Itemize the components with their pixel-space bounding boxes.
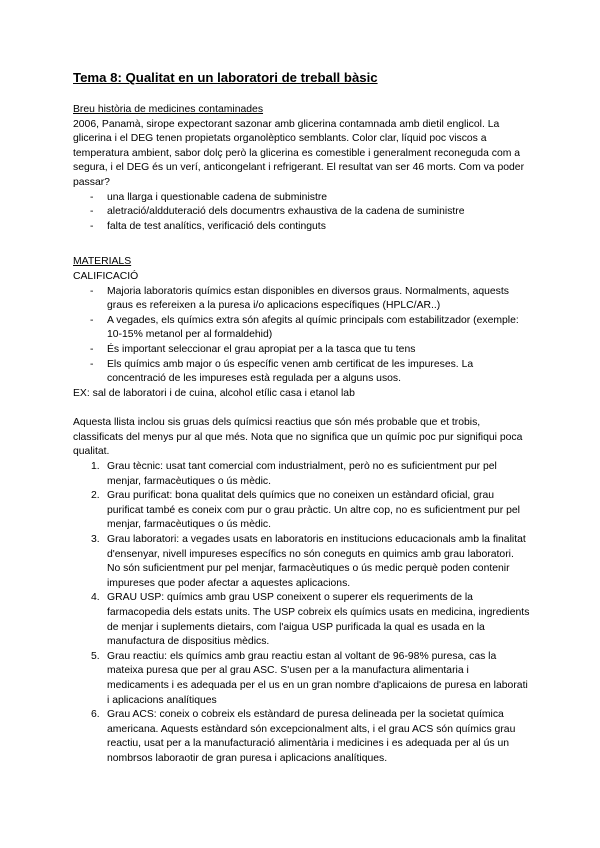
item-number: 2. <box>91 490 100 502</box>
item-number: 4. <box>91 592 100 604</box>
list-item <box>91 650 530 708</box>
grades-section <box>73 416 530 766</box>
item-text: Grau ACS: coneix o cobreix els estàndard de puresa delineada per la societat química americana. Aquests estàndard són excepcionalment alts, i el grau ACS són químics grau reactiu, usat per a la manufacturació alimentària i medicines i es adequada per al ús un nombrsos laboraotir de gran puresa i aplicacions analítiques. <box>107 709 516 764</box>
item-text: Grau tècnic: usat tant comercial com industrialment, però no es suficientment pur pel menjar, farmacèutiques o ús mèdic. <box>107 461 497 487</box>
item-text: GRAU USP: químics amb grau USP coneixent o superer els requeriments de la farmacopedia dels estats units. The USP cobreix els químics usats en medicina, ingredients de menjar i suplements dietairs, com l'aigua USP purificada la qual es usada en la manufactura de dispositius mèdics. <box>107 592 530 648</box>
list-item <box>91 489 530 533</box>
item-text: Grau reactiu: els químics amb grau reactiu estan al voltant de 96-98% puresa, cas la mateixa puresa que per al grau ASC. S'usen per a la manufactura alimentaria i medicaments i es adequada per el us en un gran nombre d'aplicaions de puresa en laborati i aplicacions analítiques <box>107 650 528 706</box>
list-item: - Majoria laboratoris químics estan disponibles en diversos graus. Normalments, aquests graus es refereixen a la puresa i/o aplicacions específiques (HPLC/AR..) <box>90 285 530 314</box>
materials-section <box>73 255 530 401</box>
grades-list <box>73 460 530 766</box>
item-number: 5. <box>91 650 100 662</box>
list-item <box>91 533 530 591</box>
materials-list <box>73 285 530 387</box>
item-text: Grau laboratori: a vegades usats en laboratoris en institucions educacionals amb la finalitat d'ensenyar, nivell impureses específics no són coneguts en quimics amb grau laboratori. No són suficientment pur pel menjar, farmacèutiques o ús medic perquè poden contenir impureses que poder afectar a aquestes aplicacions. <box>107 534 526 589</box>
item-text: Grau purificat: bona qualitat dels químics que no coneixen un estàndard oficial, grau purificat també es coneix com pur o grau pràctic. Un altre cop, no es suficientment pur pel menjar, farmacèutiques o ús mèdic. <box>107 490 520 531</box>
history-section <box>73 103 530 234</box>
list-item: - A vegades, els químics extra són afegits al químic principals com estabilitzador (exemple: 10-15% metanol per al formaldehid) <box>90 314 530 343</box>
grades-intro: Aquesta llista inclou sis gruas dels químicsi reactius que són més probable que et trobis, classificats del menys pur al que més. Nota que no significa que un químic poc pur signifiqui poca qualitat. <box>73 417 523 458</box>
materials-heading: MATERIALS <box>73 256 132 268</box>
list-item: - una llarga i questionable cadena de subministre <box>90 191 530 206</box>
item-number: 3. <box>91 534 100 546</box>
item-number: 1. <box>91 461 100 473</box>
materials-subheading: CALIFICACIÓ <box>73 270 139 282</box>
history-list <box>73 191 530 235</box>
item-number: 6. <box>91 709 100 721</box>
list-item: - falta de test analítics, verificació dels continguts <box>90 220 530 235</box>
history-heading: Breu història de medicines contaminades <box>73 104 264 115</box>
list-item <box>91 708 530 766</box>
list-item: - És important seleccionar el grau apropiat per a la tasca que tu tens <box>90 343 530 358</box>
list-item: - Els químics amb major o ús específic venen amb certificat de les impureses. La concentració de les impureses està regulada per a alguns usos. <box>90 358 530 387</box>
list-item: - aletració/aldduteració dels documentrs exhaustiva de la cadena de suministre <box>90 205 530 220</box>
history-paragraph: 2006, Panamà, sirope expectorant sazonar amb glicerina contamnada amb dietil englicol. La glicerina i el DEG tenen propietats organolèptico semblants. Color clar, líquid poc viscos a temperatura ambient, sabor dolç però la glicerina es comestible i generalment reconeguda com a segura, i el DEG és un verí, anticongelant i refrigerant. El resultat van ser 46 morts. Com va poder passar? <box>73 118 525 188</box>
page-title: Tema 8: Qualitat en un laboratori de treball bàsic <box>73 70 378 85</box>
list-item <box>91 460 530 489</box>
list-item <box>91 591 530 649</box>
materials-example: EX: sal de laboratori i de cuina, alcohol etílic casa i etanol lab <box>73 387 355 399</box>
